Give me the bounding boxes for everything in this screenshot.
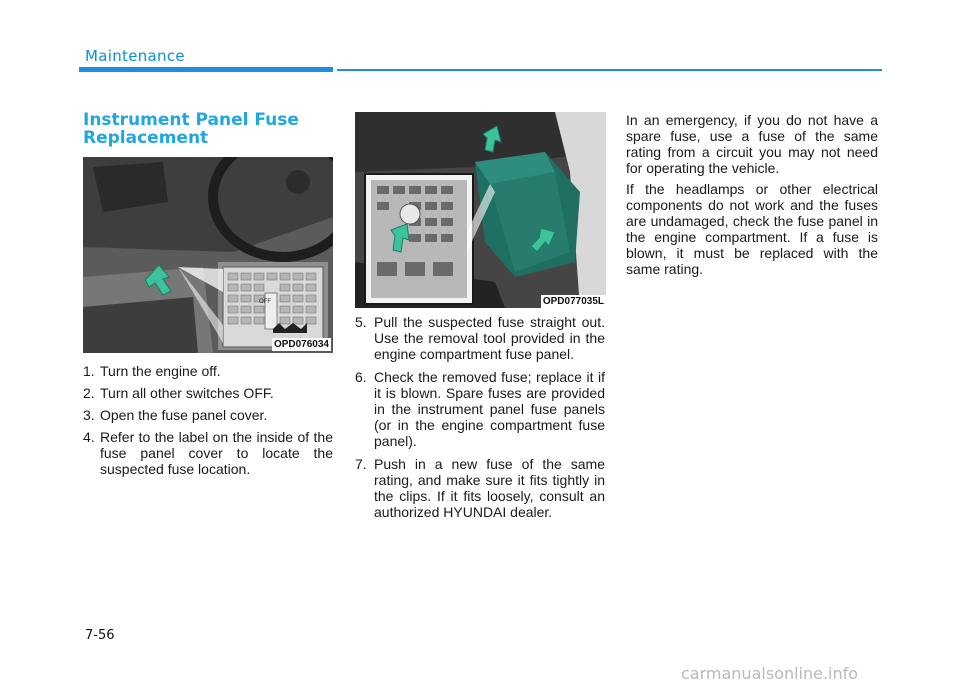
header-rule-thin [337,69,882,71]
step-item: 7. Push in a new fuse of the same rating, and make sure it fits tightly in the clips. If it fits loosely, consult an authorized HYUNDAI dealer. [355,456,605,520]
step-item: 5. Pull the suspected fuse straight out. Use the removal tool provided in the engine compartment fuse panel. [355,314,605,362]
step-item: 4. Refer to the label on the inside of the fuse panel cover to locate the suspected fuse location. [83,429,333,477]
figure-code: OPD077035L [542,296,604,307]
figure-instrument-panel [83,157,333,353]
figure-code: OPD076034 [273,339,329,350]
paragraph-emergency: In an emergency, if you do not have a spare fuse, use a fuse of the same rating from a circuit you may not need for operating the vehicle. [626,112,878,176]
steps-list-col1 [83,363,333,483]
page-number: 7-56 [85,628,115,643]
step-item: 1. Turn the engine off. [83,363,221,379]
paragraph-headlamps: If the headlamps or other electrical components do not work and the fuses are undamaged, check the fuse panel in the engine compartment. If a fuse is blown, it must be replaced with the same rating. [626,181,878,277]
figure-engine-compartment [355,112,606,308]
section-heading: Instrument Panel Fuse Replacement [83,110,299,148]
steps-list-col2 [355,314,605,527]
step-item: 2. Turn all other switches OFF. [83,385,274,401]
header-rule-thick [79,67,333,72]
step-item: 6. Check the removed fuse; replace it if it is blown. Spare fuses are provided in the instrument panel fuse panels (or in the engine compartment fuse panel). [355,369,605,449]
section-label: Maintenance [85,47,185,65]
fuse-switch-label: OFF [259,299,271,305]
step-item: 3. Open the fuse panel cover. [83,407,268,423]
watermark: carmanualsonline.info [681,664,859,683]
